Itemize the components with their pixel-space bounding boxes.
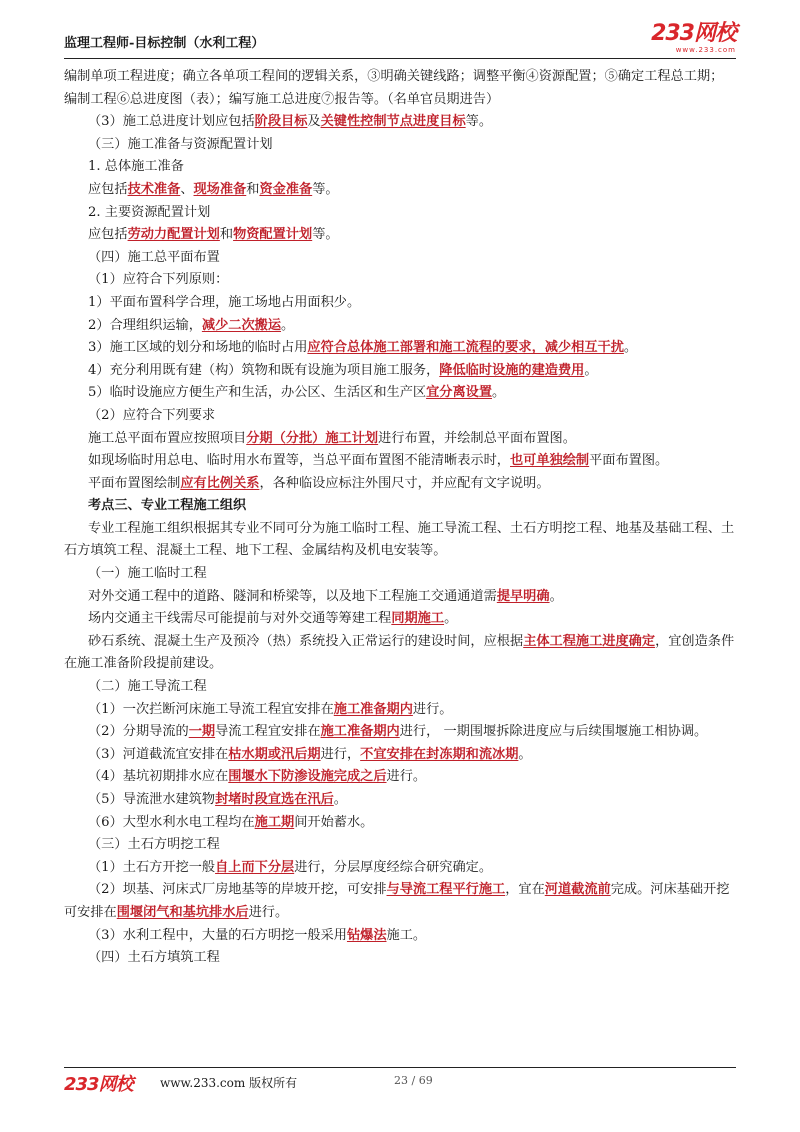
text-run: 对外交通工程中的道路、隧洞和桥梁等，以及地下工程施工交通通道需 — [88, 588, 497, 604]
paragraph — [64, 292, 736, 315]
text-run: 进行，分层厚度经综合研究确定。 — [294, 859, 493, 875]
highlighted-term: 施工期 — [254, 814, 295, 830]
text-run: 3）施工区域的划分和场地的临时占用 — [88, 340, 308, 356]
paragraph — [64, 495, 736, 518]
text-run: ，宜在 — [505, 882, 545, 898]
text-run: 等。 — [465, 114, 493, 130]
highlighted-term: 降低临时设施的建造费用 — [439, 362, 585, 378]
text-run: （一）施工临时工程 — [88, 566, 207, 582]
text-run: 4）充分利用既有建（构）筑物和既有设施为项目施工服务， — [88, 362, 440, 378]
page-number: 23 / 69 — [394, 1074, 433, 1087]
text-run: （二）施工导流工程 — [88, 679, 207, 695]
highlighted-term: 劳动力配置计划 — [127, 227, 220, 243]
paragraph — [64, 315, 736, 338]
logo-text: 233网校 — [651, 21, 736, 46]
text-run: 考点三、专业工程施工组织 — [88, 498, 247, 514]
text-run: 2）合理组织运输， — [88, 317, 202, 333]
text-run: 。 — [281, 317, 295, 333]
text-run: 施工总平面布置应按照项目 — [88, 430, 247, 446]
highlighted-term: 资金准备 — [259, 181, 313, 197]
paragraph — [64, 428, 736, 451]
text-run: （5）导流泄水建筑物 — [88, 792, 216, 807]
highlighted-term: 枯水期或汛后期 — [228, 746, 321, 762]
paragraph — [64, 879, 736, 924]
highlighted-term: 围堰闭气和基坑排水后 — [116, 904, 249, 920]
text-run: 及 — [307, 114, 321, 130]
text-run: （1）应符合下列原则： — [88, 272, 229, 288]
text-run: 应包括 — [88, 181, 128, 197]
text-run: 2. 主要资源配置计划 — [88, 204, 211, 220]
paragraph — [64, 202, 736, 225]
text-run: 1. 总体施工准备 — [88, 159, 184, 175]
text-run: 5）临时设施应方便生产和生活，办公区、生活区和生产区 — [88, 385, 427, 401]
paragraph — [64, 947, 736, 970]
highlighted-term: 宜分离设置 — [426, 385, 493, 401]
text-run: 编制单项工程进度；确立各单项工程间的逻辑关系，③明确关键线路；调整平衡④资源配置；⑤确定工程总工期；编制工程⑥总进度图（表）；编写施工总进度⑦报告等。（名单官员期进告） — [64, 69, 724, 107]
text-run: 。 — [333, 792, 347, 807]
text-run: 。 — [518, 746, 532, 762]
paragraph — [64, 676, 736, 699]
text-run: 进行。 — [412, 701, 453, 717]
highlighted-term: 钻爆法 — [346, 927, 387, 943]
text-run: （四）施工总平面布置 — [88, 249, 220, 265]
paragraph — [64, 608, 736, 631]
highlighted-term: 分期（分批）施工计划 — [246, 430, 379, 446]
highlighted-term: 现场准备 — [193, 181, 247, 197]
paragraph — [64, 473, 736, 496]
paragraph — [64, 405, 736, 428]
paragraph — [64, 925, 736, 948]
text-run: ，宜创造条件在施工准备阶段提前建设。 — [64, 633, 735, 672]
highlighted-term: 应有比例关系 — [180, 475, 260, 491]
text-run: 进行。 — [248, 904, 289, 920]
text-run: 等。 — [312, 227, 339, 243]
paragraph — [64, 834, 736, 857]
paragraph — [64, 66, 736, 111]
text-run: （三）土石方明挖工程 — [88, 837, 220, 853]
text-run: （1）土石方开挖一般 — [88, 859, 216, 875]
text-run: （4）基坑初期排水应在 — [88, 769, 229, 785]
paragraph — [64, 111, 736, 134]
paragraph — [64, 450, 736, 473]
highlighted-term: 物资配置计划 — [233, 227, 313, 243]
paragraph — [64, 134, 736, 157]
text-run: 。 — [549, 588, 563, 604]
text-run: （1）一次拦断河床施工导流工程宜安排在 — [88, 701, 334, 717]
text-run: 进行布置，并绘制总平面布置图。 — [378, 430, 576, 446]
paragraph — [64, 269, 736, 292]
paragraph — [64, 744, 736, 767]
paragraph — [64, 224, 736, 247]
paragraph — [64, 360, 736, 383]
text-run: （三）施工准备与资源配置计划 — [88, 136, 273, 152]
text-run: 应包括 — [88, 227, 128, 243]
paragraph — [64, 518, 736, 563]
page-footer — [64, 1072, 736, 1096]
text-run: 平面布置图。 — [589, 453, 669, 469]
paragraph — [64, 721, 736, 744]
text-run: 完成。河床基础开挖可安排在 — [64, 882, 730, 920]
text-run: （四）土石方填筑工程 — [88, 950, 220, 966]
page-header — [64, 22, 736, 56]
highlighted-term: 自上而下分层 — [215, 859, 295, 875]
paragraph — [64, 382, 736, 405]
text-run: 。 — [444, 611, 458, 627]
text-run: 施工。 — [386, 927, 427, 943]
paragraph — [64, 563, 736, 586]
text-run: 砂石系统、混凝土生产及预冷（热）系统投入正常运行的建设时间，应根据 — [88, 633, 524, 649]
highlighted-term: 围堰水下防渗设施完成之后 — [228, 769, 387, 785]
footer-divider — [64, 1067, 736, 1068]
text-run: （2）应符合下列要求 — [88, 407, 216, 423]
highlighted-term: 一期 — [188, 724, 216, 740]
footer-logo: 233网校 — [64, 1074, 133, 1095]
text-run: 导流工程宜安排在 — [215, 724, 321, 740]
text-run: 。 — [623, 340, 638, 356]
highlighted-term: 阶段目标 — [254, 114, 308, 130]
text-run: 、 — [180, 181, 194, 197]
text-run: 进行， 一期围堰拆除进度应与后续围堰施工相协调。 — [399, 724, 708, 740]
document-title: 监理工程师-目标控制（水利工程） — [64, 36, 265, 51]
paragraph — [64, 247, 736, 270]
text-run: 。 — [492, 385, 506, 401]
text-run: 和 — [246, 181, 260, 197]
highlighted-term: 应符合总体施工部署和施工流程的要求，减少相互干扰 — [307, 340, 624, 356]
highlighted-term: 河道截流前 — [544, 882, 611, 898]
paragraph — [64, 156, 736, 179]
header-divider — [64, 58, 736, 59]
highlighted-term: 与导流工程平行施工 — [386, 882, 506, 898]
paragraph — [64, 337, 736, 360]
text-run: 间开始蓄水。 — [294, 814, 374, 830]
paragraph — [64, 812, 736, 835]
text-run: 。 — [584, 362, 598, 378]
text-run: （2）坝基、河床式厂房地基等的岸坡开挖，可安排 — [88, 882, 387, 898]
highlighted-term: 施工准备期内 — [333, 701, 413, 717]
logo-url: www.233.com — [675, 46, 736, 54]
text-run: （2）分期导流的 — [88, 724, 189, 740]
highlighted-term: 施工准备期内 — [320, 724, 400, 740]
highlighted-term: 也可单独绘制 — [510, 453, 590, 469]
text-run: （3）河道截流宜安排在 — [88, 746, 229, 762]
paragraph — [64, 789, 736, 812]
document-body — [64, 66, 736, 970]
brand-logo — [651, 22, 736, 54]
paragraph — [64, 631, 736, 676]
highlighted-term: 封堵时段宜选在汛后 — [215, 792, 334, 807]
text-run: 专业工程施工组织根据其专业不同可分为施工临时工程、施工导流工程、土石方明挖工程、地基及基础工程、土石方填筑工程、混凝土工程、地下工程、金属结构及机电安装等。 — [64, 520, 735, 559]
highlighted-term: 不宜安排在封冻期和流冰期 — [360, 746, 519, 762]
text-run: （6）大型水利水电工程均在 — [88, 814, 255, 830]
highlighted-term: 提早明确 — [496, 588, 550, 604]
highlighted-term: 技术准备 — [127, 181, 181, 197]
paragraph — [64, 857, 736, 880]
text-run: 场内交通主干线需尽可能提前与对外交通等筹建工程 — [88, 611, 392, 627]
text-run: ，各种临设应标注外围尺寸，并应配有文字说明。 — [259, 475, 550, 491]
paragraph — [64, 586, 736, 609]
copyright-text: www.233.com 版权所有 — [160, 1076, 298, 1090]
text-run: 进行， — [320, 746, 361, 762]
text-run: （3）水利工程中，大量的石方明挖一般采用 — [88, 927, 347, 943]
text-run: 和 — [219, 227, 234, 243]
paragraph — [64, 766, 736, 789]
text-run: （3）施工总进度计划应包括 — [88, 114, 255, 130]
text-run: 平面布置图绘制 — [88, 475, 181, 491]
highlighted-term: 关键性控制节点进度目标 — [320, 114, 466, 130]
paragraph — [64, 699, 736, 722]
text-run: 进行。 — [386, 769, 427, 785]
paragraph — [64, 179, 736, 202]
text-run: 如现场临时用总电、临时用水布置等，当总平面布置图不能清晰表示时， — [88, 453, 510, 469]
highlighted-term: 减少二次搬运 — [201, 317, 282, 333]
highlighted-term: 主体工程施工进度确定 — [523, 633, 656, 649]
text-run: 等。 — [312, 181, 339, 197]
text-run: 1）平面布置科学合理，施工场地占用面积少。 — [88, 294, 361, 310]
highlighted-term: 同期施工 — [391, 611, 445, 627]
